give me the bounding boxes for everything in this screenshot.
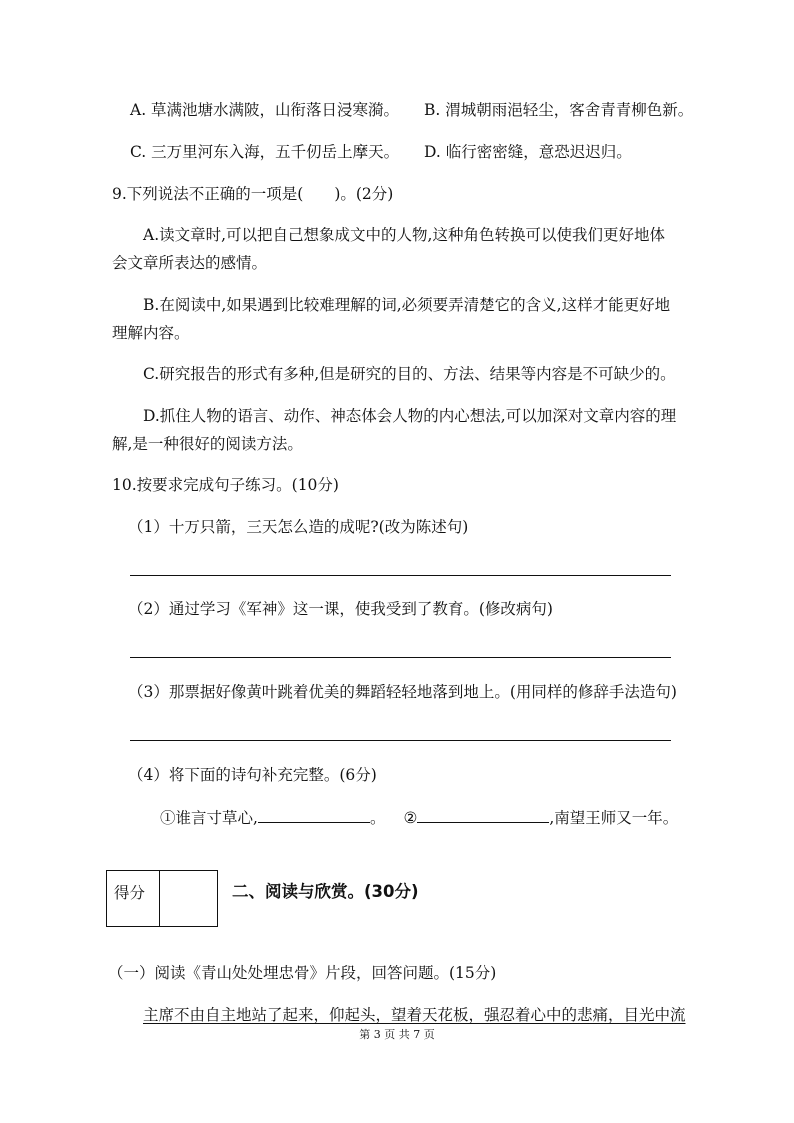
score-entry-cell[interactable] <box>161 873 215 924</box>
q9-option-d-line2: 解,是一种很好的阅读方法。 <box>112 435 303 453</box>
section-2-title: 二、阅读与欣赏。(30分) <box>232 882 419 901</box>
q9-option-a-line2: 会文章所表达的感情。 <box>112 254 268 272</box>
q8-option-d: D. 临行密密缝，意恐迟迟归。 <box>424 143 632 161</box>
page-footer: 第 3 页 共 7 页 <box>359 1028 435 1041</box>
q10-sentence-1: （1）十万只箭，三天怎么造的成呢?(改为陈述句) <box>128 518 469 536</box>
poem-2-suffix: ,南望王师又一年。 <box>549 809 679 827</box>
q9-stem: 9.下列说法不正确的一项是( )。(2分) <box>112 185 394 203</box>
q9-option-a-line1: A.读文章时,可以把自己想象成文中的人物,这种角色转换可以使我们更好地体 <box>143 226 665 244</box>
score-box-divider <box>159 871 160 926</box>
q10-sentence-4: （4）将下面的诗句补充完整。(6分) <box>128 766 377 784</box>
score-label: 得分 <box>114 884 146 902</box>
q10-sentence-2: （2）通过学习《军神》这一课，使我受到了教育。(修改病句) <box>128 600 553 618</box>
score-box <box>106 870 218 927</box>
q9-option-c: C.研究报告的形式有多种,但是研究的目的、方法、结果等内容是不可缺少的。 <box>143 365 676 383</box>
q8-option-b: B. 渭城朝雨浥轻尘，客舍青青柳色新。 <box>424 101 694 119</box>
q9-option-d-line1: D.抓住人物的语言、动作、神态体会人物的内心想法,可以加深对文章内容的理 <box>143 407 677 425</box>
q8-option-a: A. 草满池塘水满陂，山衔落日浸寒漪。 <box>130 101 400 119</box>
q9-option-b-line2: 理解内容。 <box>112 324 190 342</box>
q10-sentence-3: （3）那票据好像黄叶跳着优美的舞蹈轻轻地落到地上。(用同样的修辞手法造句) <box>128 683 677 701</box>
answer-line-3[interactable] <box>130 740 671 741</box>
poem-1-prefix: ①谁言寸草心, <box>160 809 258 827</box>
poem-fill-row <box>160 806 678 828</box>
poem-2-blank[interactable] <box>417 806 549 823</box>
answer-line-1[interactable] <box>130 575 671 576</box>
answer-line-2[interactable] <box>130 657 671 658</box>
reading-1-intro: （一）阅读《青山处处埋忠骨》片段，回答问题。(15分) <box>108 964 497 982</box>
poem-1-suffix: 。 <box>369 809 386 827</box>
poem-1-blank[interactable] <box>258 806 370 823</box>
passage-line-1: 主席不由自主地站了起来，仰起头，望着天花板，强忍着心中的悲痛，目光中流 <box>143 1006 686 1024</box>
q10-stem: 10.按要求完成句子练习。(10分) <box>112 476 339 494</box>
q9-option-b-line1: B.在阅读中,如果遇到比较难理解的词,必须要弄清楚它的含义,这样才能更好地 <box>143 296 671 314</box>
poem-2-prefix: ② <box>403 809 418 827</box>
q8-option-c: C. 三万里河东入海，五千仞岳上摩天。 <box>130 143 400 161</box>
